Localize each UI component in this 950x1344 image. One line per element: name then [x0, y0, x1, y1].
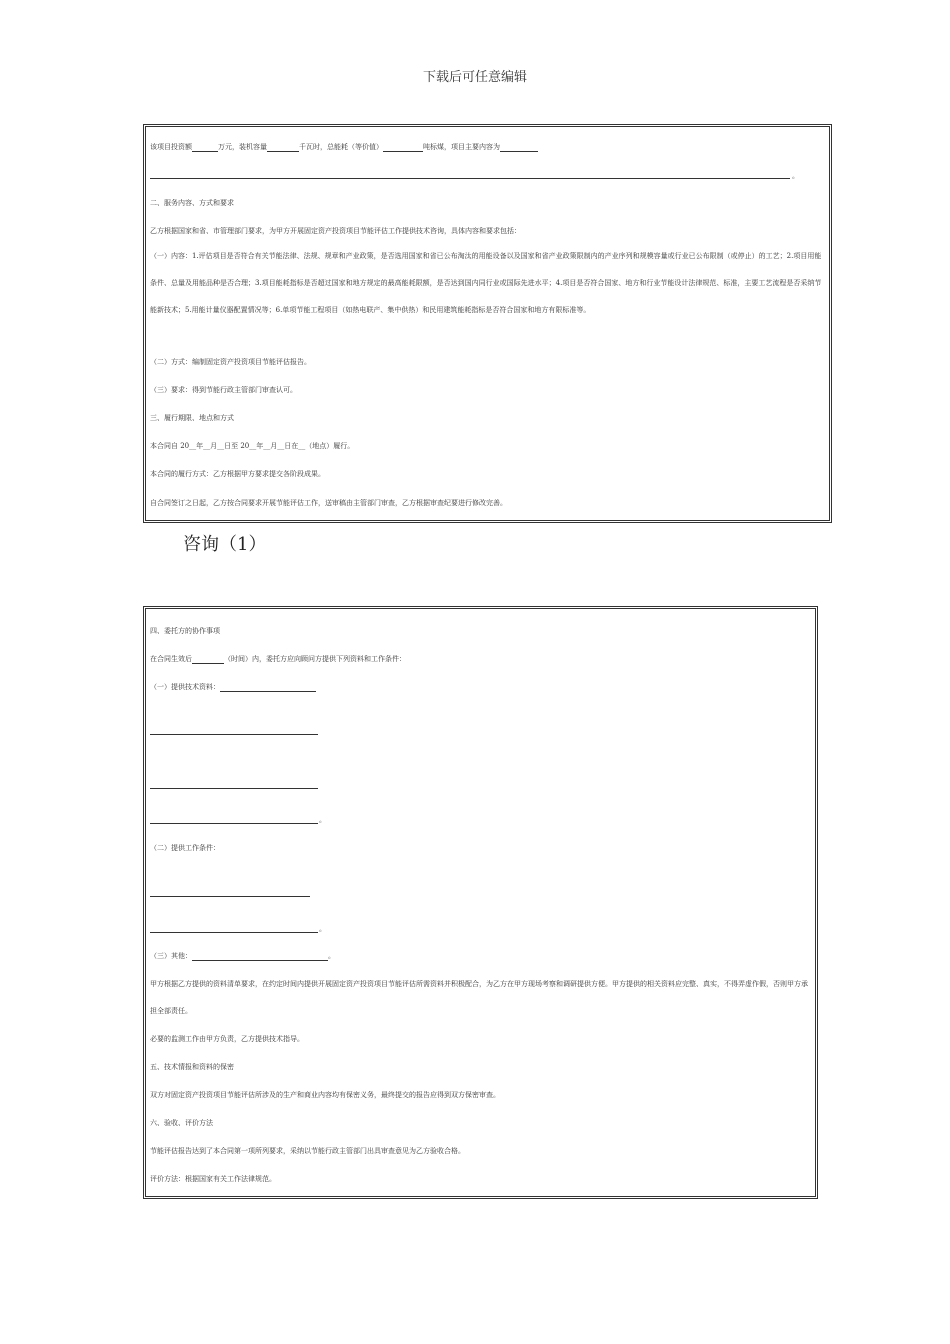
blank-capacity[interactable]: [267, 143, 299, 152]
service-content: （一）内容：1.评估项目是否符合有关节能法律、法规、规章和产业政策，是否选用国家和省已公布淘汰的用能设备以及国家和省产业政策限制内的产业序列和规模容量或行业已公布限制（或停止）的工艺；2.项目用能条件、总量及用能品种是否合理；3.项目能耗指标是否超过国家和地方规定的最高能耗限额，是否达到国内同行业或国际先进水平；4.项目是否符合国家、地方和行业节能设计法律规范、标准，主要工艺流程是否采纳节能新技术；5.用能计量仪器配置情况等；6.单项节能工程项目（如热电联产、集中供热）和民用建筑能耗指标是否符合国家和地方有限标准等。: [150, 252, 822, 314]
blank-content-line[interactable]: [150, 178, 790, 179]
confidentiality: 双方对固定资产投资项目节能评估所涉及的生产和商业内容均有保密义务，最终提交的报告应得到双方保密审查。: [150, 1091, 500, 1099]
service-intro: 乙方根据国家和省、市管理部门要求，为甲方开展固定资产投资项目节能评估工作提供技术咨询，具体内容和要求包括：: [150, 227, 521, 235]
evaluation-method: 评价方法：根据国家有关工作法律规范。: [150, 1175, 276, 1183]
blank-investment[interactable]: [192, 143, 218, 152]
blank-work-cond-line-1[interactable]: [150, 896, 310, 897]
blank-content[interactable]: [500, 143, 538, 152]
monitoring: 必要的监测工作由甲方负责，乙方提供技术指导。: [150, 1035, 304, 1043]
page-header: 下载后可任意编辑: [422, 70, 527, 85]
performance-method: 本合同的履行方式：乙方根据甲方要求提交各阶段成果。: [150, 470, 325, 478]
section-5-title: 五、技术情报和资料的保密: [150, 1063, 234, 1071]
contract-period: 本合同自 20__年__月__日至 20__年__月__日在__（地点）履行。: [150, 442, 355, 450]
work-conditions: （二）提供工作条件：: [150, 844, 220, 852]
service-requirement: （三）要求：得到节能行政主管部门审查认可。: [150, 386, 297, 394]
section-4-title: 四、委托方的协作事项: [150, 627, 220, 635]
blank-tech-data[interactable]: [220, 683, 316, 692]
service-method: （二）方式：编制固定资产投资项目节能评估报告。: [150, 358, 311, 366]
section-2-title: 二、服务内容、方式和要求: [150, 199, 234, 207]
blank-tech-data-line-1[interactable]: [150, 734, 318, 735]
provide-materials-line: 在合同生效后 （时间）内，委托方应向顾问方提供下列资料和工作条件：: [150, 655, 406, 663]
client-obligation: 甲方根据乙方提供的资料清单要求，在约定时间内提供开展固定资产投资项目节能评估所需资料并积极配合，为乙方在甲方现场考察和调研提供方便。甲方提供的相关资料应完整、真实，不得弄虚作假，否则甲方承担全部责任。: [150, 980, 808, 1015]
blank-tech-data-line-2[interactable]: [150, 788, 318, 789]
blank-work-cond-line-2[interactable]: [150, 932, 318, 933]
blank-energy[interactable]: [383, 143, 423, 152]
blank-other[interactable]: [192, 952, 328, 961]
caption: 咨询（1）: [183, 534, 267, 555]
contract-box-2: 四、委托方的协作事项 在合同生效后 （时间）内，委托方应向顾问方提供下列资料和工作条件： （一）提供技术资料： 。 （二）提供工作条件： 。 （三）其他： 。 甲方根据乙方提供的资料清单要求，在约定时间内提供开展固定资产投资项目节能评估所需资料并积极配合，为乙方在甲方现场考察和调研提供方便。甲方提供的相关资料应完整、真实，不得弄虚作假，否则甲方承担全部责任。 必要的监测工作由甲方负责，乙方提供技术指导。 五、技术情报和资料的保密 双方对固定资产投资项目节能评估所涉及的生产和商业内容均有保密义务，最终提交的报告应得到双方保密审查。 六、验收、评价方法 节能评估报告达到了本合同第一项所列要求，采纳以节能行政主管部门出具审查意见为乙方验收合格。 评价方法：根据国家有关工作法律规范。: [145, 608, 816, 1197]
section-3-title: 三、履行期限、地点和方式: [150, 414, 234, 422]
investment-line: 该项目投资额 万元，装机容量 千瓦时，总能耗（等价值） 吨标煤，项目主要内容为: [150, 143, 823, 152]
blank-time[interactable]: [192, 655, 224, 664]
other-line: （三）其他： 。: [150, 952, 335, 960]
tech-data-line: （一）提供技术资料：: [150, 683, 809, 692]
acceptance: 节能评估报告达到了本合同第一项所列要求，采纳以节能行政主管部门出具审查意见为乙方验收合格。: [150, 1147, 465, 1155]
blank-tech-data-line-3[interactable]: [150, 823, 318, 824]
section-6-title: 六、验收、评价方法: [150, 1119, 213, 1127]
contract-box-1: 该项目投资额 万元，装机容量 千瓦时，总能耗（等价值） 吨标煤，项目主要内容为 。 二、服务内容、方式和要求 乙方根据国家和省、市管理部门要求，为甲方开展固定资产投资项目节能评估工作提供技术咨询，具体内容和要求包括： （一）内容：1.评估项目是否符合有关节能法律、法规、规章和产业政策，是否选用国家和省已公布淘汰的用能设备以及国家和省产业政策限制内的产业序列和规模容量或行业已公布限制（或停止）的工艺；2.项目用能条件、总量及用能品种是否合理；3.项目能耗指标是否超过国家和地方规定的最高能耗限额，是否达到国内同行业或国际先进水平；4.项目是否符合国家、地方和行业节能设计法律规范、标准，主要工艺流程是否采纳节能新技术；5.用能计量仪器配置情况等；6.单项节能工程项目（如热电联产、集中供热）和民用建筑能耗指标是否符合国家和地方有限标准等。 （二）方式：编制固定资产投资项目节能评估报告。 （三）要求：得到节能行政主管部门审查认可。 三、履行期限、地点和方式 本合同自 20__年__月__日至 20__年__月__日在__（地点）履行。 本合同的履行方式：乙方根据甲方要求提交各阶段成果。 自合同签订之日起，乙方按合同要求开展节能评估工作，送审稿由主管部门审查，乙方根据审查纪要进行修改完善。: [145, 126, 830, 521]
work-schedule: 自合同签订之日起，乙方按合同要求开展节能评估工作，送审稿由主管部门审查，乙方根据审查纪要进行修改完善。: [150, 499, 507, 507]
